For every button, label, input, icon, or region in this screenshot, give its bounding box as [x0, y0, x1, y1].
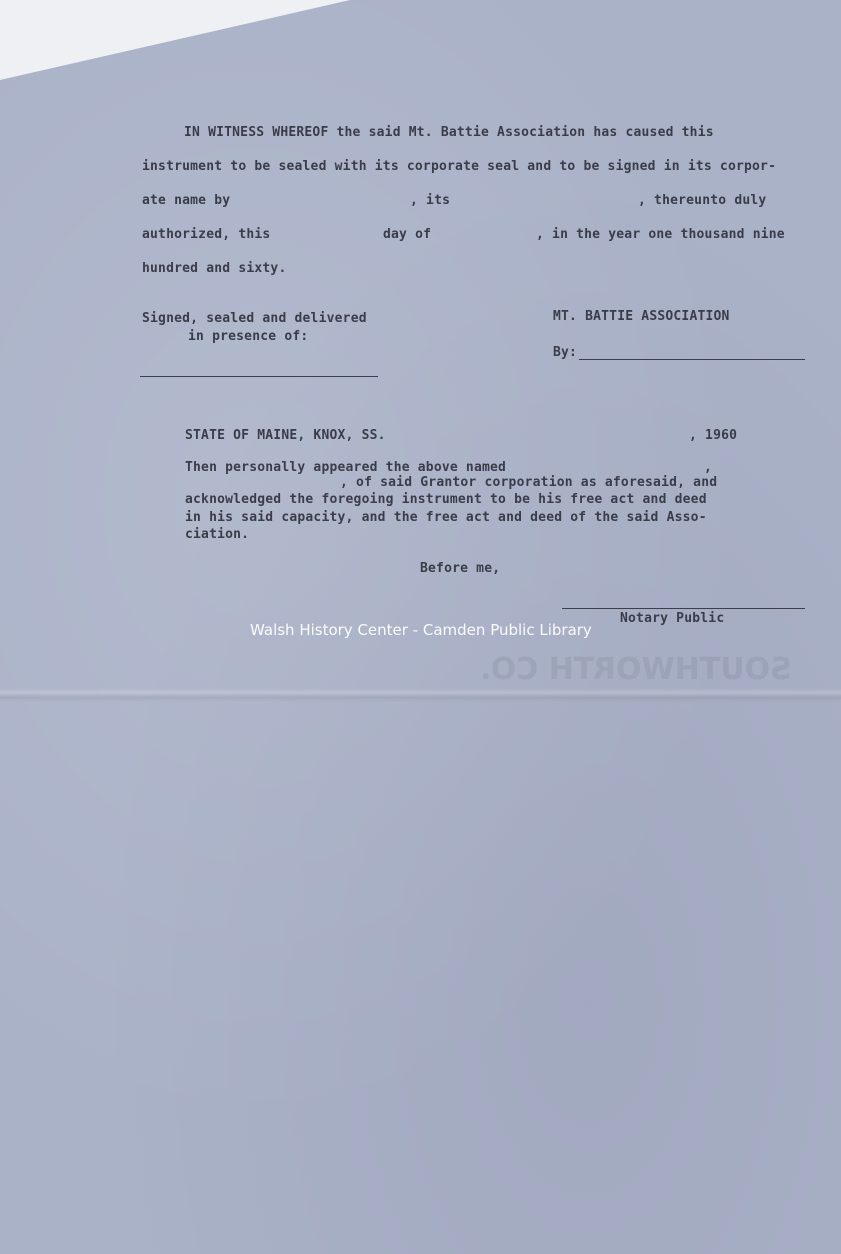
- by-signature-line: [579, 359, 805, 360]
- witness-line-3-end: , thereunto duly: [638, 193, 767, 208]
- ack-line-3: acknowledged the foregoing instrument to be his free act and deed: [185, 492, 707, 507]
- paper-fold-crease: [0, 688, 841, 702]
- ack-line-2: , of said Grantor corporation as aforesaid, and: [340, 475, 718, 490]
- witness-line-4-start: authorized, this: [142, 227, 271, 242]
- witness-line-5: hundred and sixty.: [142, 261, 287, 276]
- archive-watermark: Walsh History Center - Camden Public Library: [250, 621, 592, 639]
- witness-signature-line: [140, 376, 378, 377]
- venue-heading: STATE OF MAINE, KNOX, SS.: [185, 428, 386, 443]
- witness-line-4-mid: day of: [383, 227, 432, 242]
- ack-line-1-comma: ,: [704, 460, 713, 475]
- witness-line-3-mid: , its: [410, 193, 451, 208]
- ack-line-1: Then personally appeared the above named: [185, 460, 507, 475]
- notary-signature-line: [562, 608, 805, 609]
- association-name: MT. BATTIE ASSOCIATION: [553, 309, 730, 324]
- witness-line-4-end: , in the year one thousand nine: [536, 227, 785, 242]
- ack-line-5: ciation.: [185, 527, 250, 542]
- ack-line-4: in his said capacity, and the free act and deed of the said Asso-: [185, 510, 707, 525]
- in-presence-label: in presence of:: [188, 329, 309, 344]
- acknowledgment-year: , 1960: [689, 428, 738, 443]
- signed-sealed-label: Signed, sealed and delivered: [142, 311, 367, 326]
- witness-line-1: IN WITNESS WHEREOF the said Mt. Battie Association has caused this: [184, 125, 714, 140]
- witness-line-2: instrument to be sealed with its corporate seal and to be signed in its corpor-: [142, 159, 777, 174]
- witness-line-3-start: ate name by: [142, 193, 231, 208]
- by-label: By:: [553, 345, 578, 360]
- notary-public-label: Notary Public: [620, 611, 725, 626]
- before-me-label: Before me,: [420, 561, 501, 576]
- folded-corner: [0, 0, 841, 90]
- reverse-side-imprint: SOUTHWORTH CO.: [480, 652, 792, 687]
